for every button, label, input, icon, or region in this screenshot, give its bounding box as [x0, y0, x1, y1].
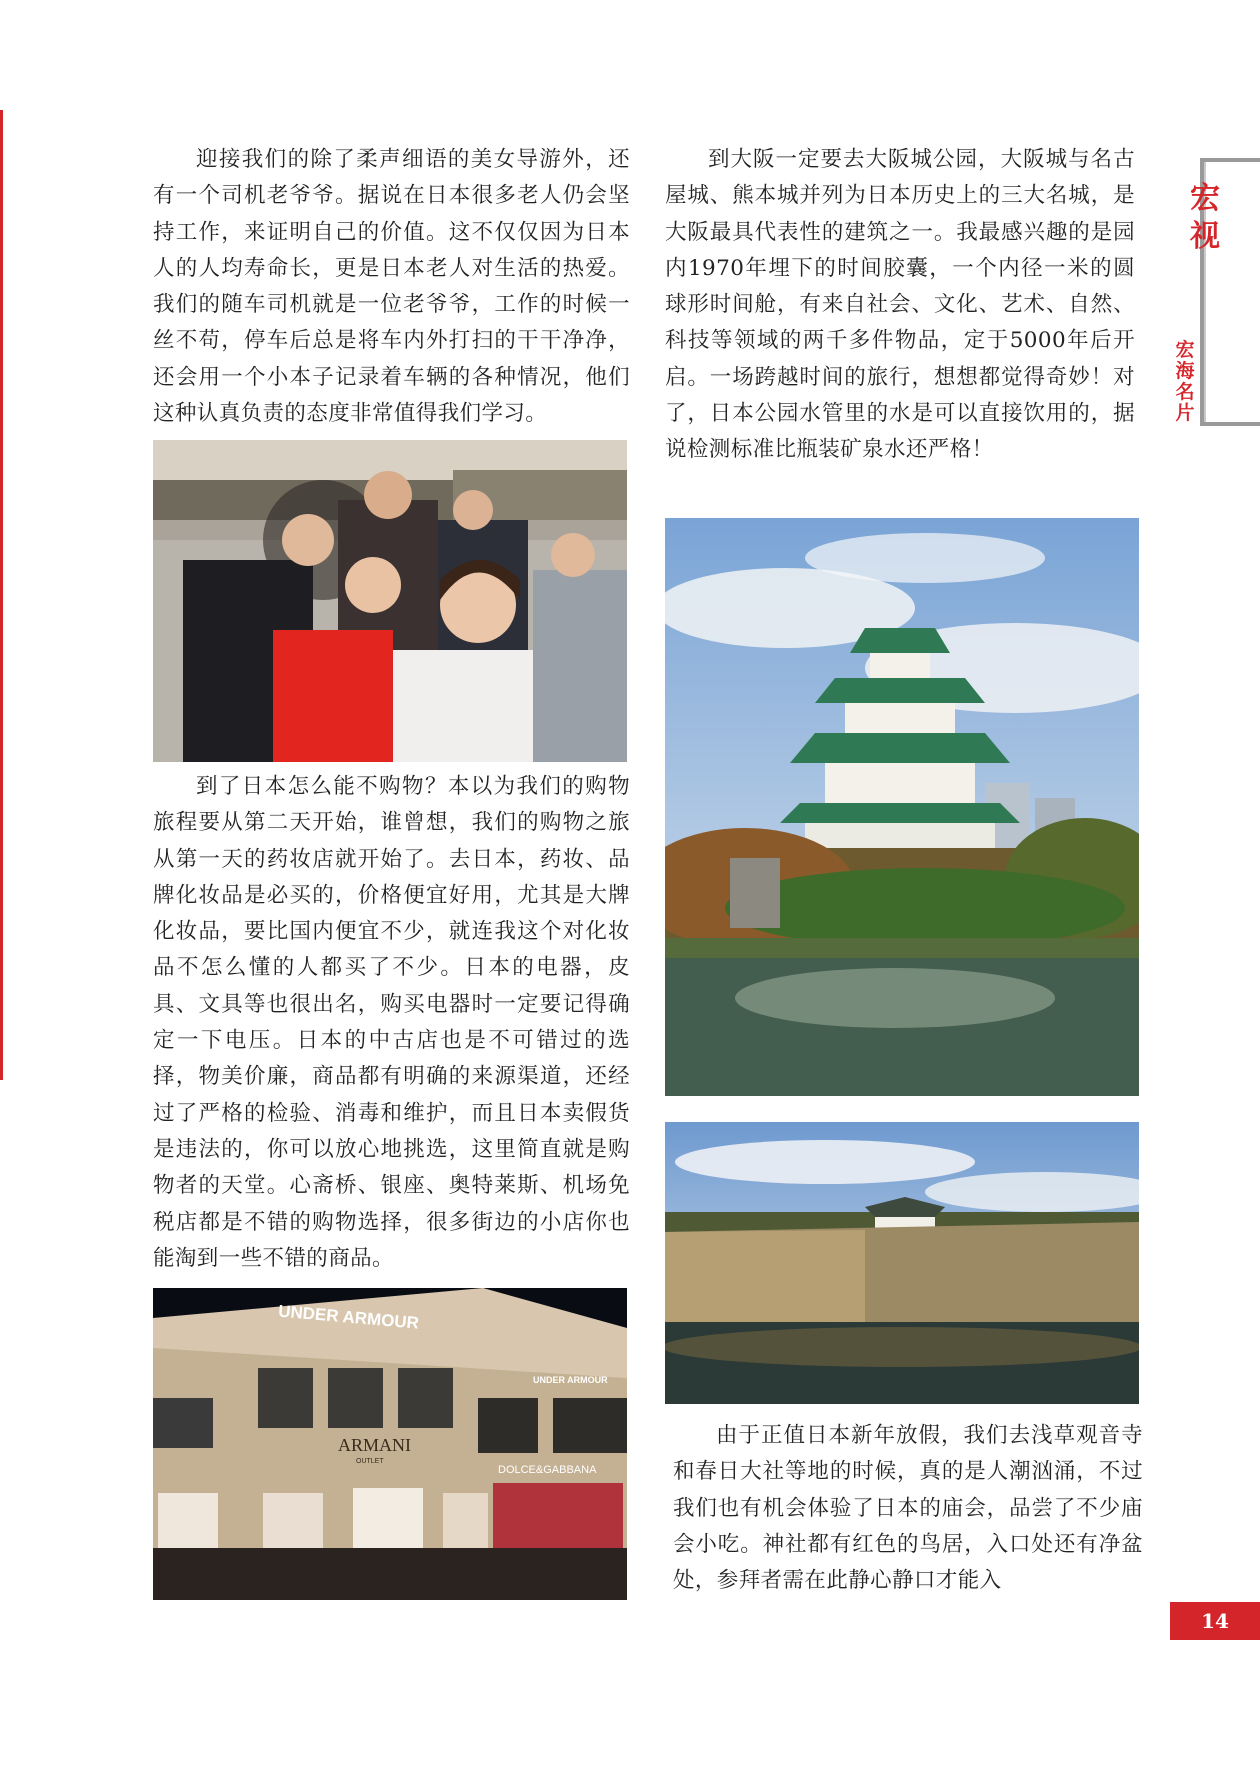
outlet-store-photo [153, 1288, 627, 1600]
paragraph-shopping: 到了日本怎么能不购物？本以为我们的购物旅程要从第二天开始，谁曾想，我们的购物之旅从第一天的药妆店就开始了。去日本，药妆、品牌化妆品是必买的，价格便宜好用，尤其是大牌化妆品，要比国内便宜不少，就连我这个对化妆品不怎么懂的人都买了不少。日本的电器，皮具、文具等也很出名，购买电器时一定要记得确定一下电压。日本的中古店也是不可错过的选择，物美价廉，商品都有明确的来源渠道，还经过了严格的检验、消毒和维护，而且日本卖假货是违法的，你可以放心地挑选，这里简直就是购物者的天堂。心斋桥、银座、奥特莱斯、机场免税店都是不错的购物选择，很多街边的小店你也能淘到一些不错的商品。 [153, 774, 630, 1271]
left-column-top [153, 142, 630, 432]
section-subtitle-char: 海 [1175, 360, 1195, 382]
castle-moat-photo [665, 1122, 1139, 1404]
section-title-char: 宏 [1190, 181, 1220, 216]
group-selfie-photo [153, 440, 627, 762]
paragraph-osaka-castle: 到大阪一定要去大阪城公园，大阪城与名古屋城、熊本城并列为日本历史上的三大名城，是大阪最具代表性的建筑之一。我最感兴趣的是园内1970年埋下的时间胶囊，一个内径一米的圆球形时间舱，有来自社会、文化、艺术、自然、科技等领域的两千多件物品，定于5000年后开启。一场跨越时间的旅行，想想都觉得奇妙！对了，日本公园水管里的水是可以直接饮用的，据说检测标准比瓶装矿泉水还严格！ [665, 147, 1135, 463]
sign-armani-outlet: OUTLET [356, 1458, 384, 1465]
section-title [1185, 180, 1225, 256]
sign-under-armour-side: UNDER ARMOUR [533, 1375, 608, 1385]
section-subtitle-char: 宏 [1175, 339, 1195, 361]
section-subtitle-char: 名 [1175, 381, 1195, 403]
right-column-top [665, 142, 1135, 469]
paragraph-driver: 迎接我们的除了柔声细语的美女导游外，还有一个司机老爷爷。据说在日本很多老人仍会坚持工作，来证明自己的价值。这不仅仅因为日本人的人均寿命长，更是日本老人对生活的热爱。我们的随车司机就是一位老爷爷，工作的时候一丝不苟，停车后总是将车内外打扫的干干净净，还会用一个小本子记录着车辆的各种情况，他们这种认真负责的态度非常值得我们学习。 [153, 147, 630, 427]
sign-under-armour-main: UNDER ARMOUR [277, 1301, 420, 1333]
sign-dolce-gabbana: DOLCE&GABBANA [498, 1464, 597, 1476]
left-edge-stripe [0, 110, 3, 1080]
osaka-castle-photo [665, 518, 1139, 1096]
left-column-bottom [153, 769, 630, 1277]
section-subtitle [1168, 340, 1202, 424]
paragraph-temple-fair: 由于正值日本新年放假，我们去浅草观音寺和春日大社等地的时候，真的是人潮汹涌，不过我们也有机会体验了日本的庙会，品尝了不少庙会小吃。神社都有红色的鸟居，入口处还有净盆处，参拜者需在此静心静口才能入 [673, 1423, 1143, 1594]
section-subtitle-char: 片 [1175, 402, 1195, 424]
right-column-bottom [673, 1418, 1143, 1599]
section-title-char: 视 [1190, 219, 1220, 254]
sign-armani: ARMANI [338, 1435, 412, 1455]
page-number: 14 [1170, 1602, 1260, 1640]
